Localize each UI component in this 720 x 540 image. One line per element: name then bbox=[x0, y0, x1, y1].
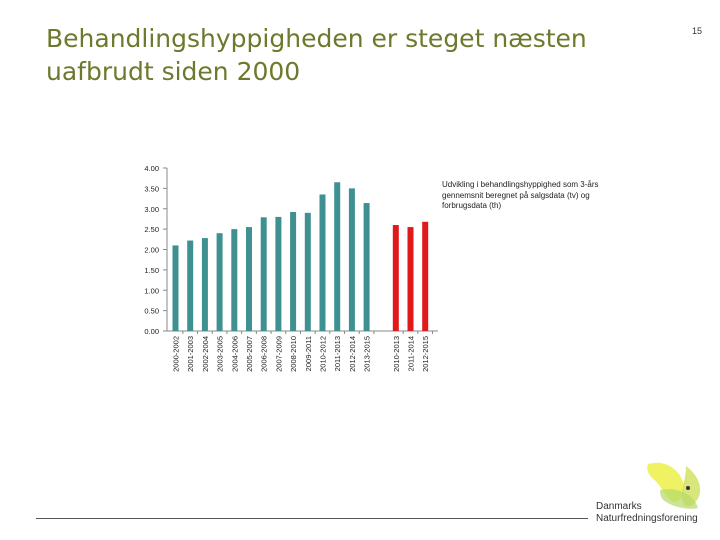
x-tick-label: 2007-2009 bbox=[274, 336, 284, 372]
x-tick-label: 2004-2006 bbox=[230, 336, 240, 372]
bar bbox=[173, 245, 179, 331]
bar bbox=[422, 222, 428, 331]
x-tick-label: 2010-2012 bbox=[318, 336, 328, 372]
y-tick-label: 3.00 bbox=[144, 204, 159, 214]
title-line-2: uafbrudt siden 2000 bbox=[46, 57, 301, 86]
x-tick-label: 2002-2004 bbox=[200, 336, 210, 372]
x-tick-label: 2006-2008 bbox=[259, 336, 269, 372]
x-tick-label: 2000-2002 bbox=[171, 336, 181, 372]
x-tick-label: 2005-2007 bbox=[245, 336, 254, 372]
chart-annotation: Udvikling i behandlingshyppighed som 3-års gennemsnit beregnet på salgsdata (tv) og forbrugsdata (th) bbox=[442, 180, 599, 210]
y-tick-label: 1.00 bbox=[144, 286, 159, 296]
bar bbox=[349, 188, 355, 331]
bar bbox=[275, 217, 281, 331]
x-tick-label: 2008-2010 bbox=[289, 336, 299, 372]
x-tick-label: 2001-2003 bbox=[186, 336, 196, 372]
logo-text bbox=[596, 501, 698, 525]
x-tick-label: 2009-2011 bbox=[303, 336, 313, 372]
bar bbox=[187, 241, 193, 331]
x-tick-label: 2012-2014 bbox=[347, 336, 357, 372]
bar bbox=[393, 225, 399, 331]
bar bbox=[305, 213, 311, 331]
bar bbox=[334, 182, 340, 331]
x-tick-label: 2013-2015 bbox=[362, 336, 372, 372]
y-tick-label: 0.00 bbox=[144, 327, 159, 336]
y-tick-label: 3.50 bbox=[144, 184, 159, 194]
y-tick-label: 2.00 bbox=[144, 245, 159, 255]
x-tick-label: 2011-2013 bbox=[333, 336, 343, 372]
y-tick-label: 0.50 bbox=[144, 306, 159, 316]
bar bbox=[408, 227, 414, 331]
y-tick-label: 2.50 bbox=[144, 225, 159, 235]
bar bbox=[202, 238, 208, 331]
page-number: 15 bbox=[691, 26, 702, 36]
logo-line-1: Danmarks bbox=[596, 501, 642, 512]
title-line-1: Behandlingshyppigheden er steget næsten bbox=[46, 24, 587, 53]
x-tick-label: 2011-2014 bbox=[406, 336, 416, 372]
logo-line-2: Naturfredningsforening bbox=[596, 513, 698, 524]
x-tick-label: 2012-2015 bbox=[421, 336, 431, 372]
x-tick-label: 2010-2013 bbox=[391, 336, 401, 372]
footer-divider bbox=[36, 518, 588, 519]
x-tick-label: 2003-2005 bbox=[215, 336, 225, 372]
bar bbox=[231, 229, 237, 331]
bar bbox=[320, 194, 326, 331]
bar bbox=[290, 212, 296, 331]
bar bbox=[261, 217, 267, 331]
bar bbox=[246, 227, 252, 331]
y-tick-label: 1.50 bbox=[144, 265, 159, 275]
bar bbox=[217, 233, 223, 331]
y-tick-label: 4.00 bbox=[144, 164, 159, 173]
bar bbox=[364, 203, 370, 331]
